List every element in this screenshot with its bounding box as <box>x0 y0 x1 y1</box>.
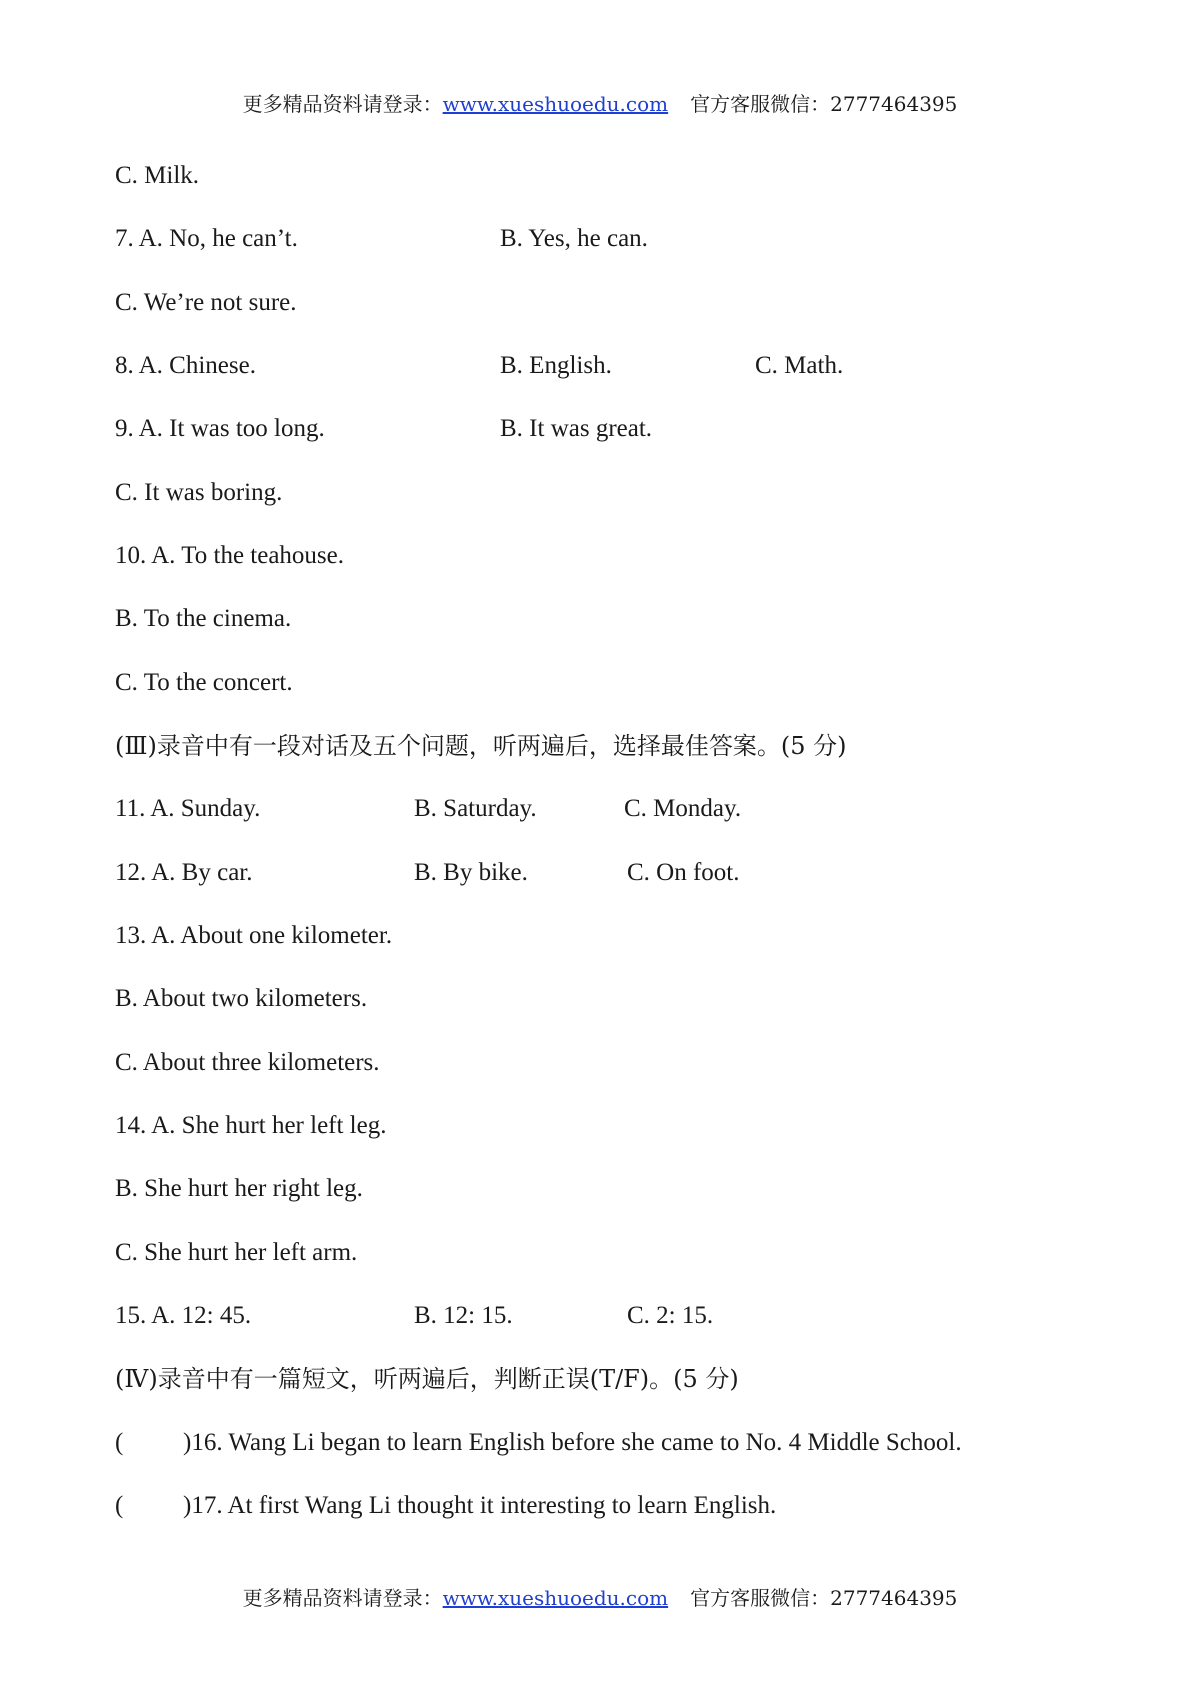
option-a: 9. A. It was too long. <box>115 415 325 442</box>
option-c: C. Math. <box>755 352 844 379</box>
option-a: 10. A. To the teahouse. <box>115 542 345 569</box>
option-b: B. Saturday. <box>414 795 537 822</box>
option-a: 11. A. Sunday. <box>115 795 261 822</box>
answer-blank-open: ( <box>115 1492 124 1519</box>
option-b: B. To the cinema. <box>115 605 292 632</box>
option-b: B. About two kilometers. <box>115 985 368 1012</box>
option-a: 15. A. 12: 45. <box>115 1302 252 1329</box>
option-b: B. 12: 15. <box>414 1302 513 1329</box>
answer-blank-open: ( <box>115 1429 124 1456</box>
option-b: B. English. <box>500 352 612 379</box>
option-b: B. Yes, he can. <box>500 225 648 252</box>
option-a: 7. A. No, he can’t. <box>115 225 298 252</box>
section-instructions: (Ⅳ)录音中有一篇短文，听两遍后，判断正误(T/F)。(5 分) <box>115 1365 739 1393</box>
option-c: C. We’re not sure. <box>115 289 297 316</box>
option-c: C. About three kilometers. <box>115 1049 380 1076</box>
option-a: 14. A. She hurt her left leg. <box>115 1112 387 1139</box>
option-c: C. Monday. <box>624 795 742 822</box>
header-website-link[interactable]: www.xueshuoedu.com <box>442 92 669 116</box>
footer-service-wechat: 官方客服微信：2777464395 <box>690 1586 958 1610</box>
option-c: C. 2: 15. <box>627 1302 714 1329</box>
option-c: C. On foot. <box>627 859 740 886</box>
page-footer <box>0 1582 1200 1611</box>
option-a: C. Milk. <box>115 162 200 189</box>
statement-text: )16. Wang Li began to learn English before she came to No. 4 Middle School. <box>183 1429 962 1456</box>
footer-prefix: 更多精品资料请登录： <box>242 1586 443 1610</box>
option-a: 8. A. Chinese. <box>115 352 256 379</box>
option-b: B. By bike. <box>414 859 528 886</box>
footer-website-link[interactable]: www.xueshuoedu.com <box>442 1586 669 1610</box>
option-b: B. It was great. <box>500 415 653 442</box>
option-c: C. To the concert. <box>115 669 293 696</box>
option-c: C. She hurt her left arm. <box>115 1239 358 1266</box>
page-header <box>0 88 1200 117</box>
option-a: 13. A. About one kilometer. <box>115 922 393 949</box>
section-instructions: (Ⅲ)录音中有一段对话及五个问题，听两遍后，选择最佳答案。(5 分) <box>115 732 847 760</box>
header-service-wechat: 官方客服微信：2777464395 <box>690 92 958 116</box>
statement-text: )17. At first Wang Li thought it interesting to learn English. <box>183 1492 777 1519</box>
option-b: B. She hurt her right leg. <box>115 1175 363 1202</box>
option-c: C. It was boring. <box>115 479 283 506</box>
header-prefix: 更多精品资料请登录： <box>242 92 443 116</box>
option-a: 12. A. By car. <box>115 859 253 886</box>
